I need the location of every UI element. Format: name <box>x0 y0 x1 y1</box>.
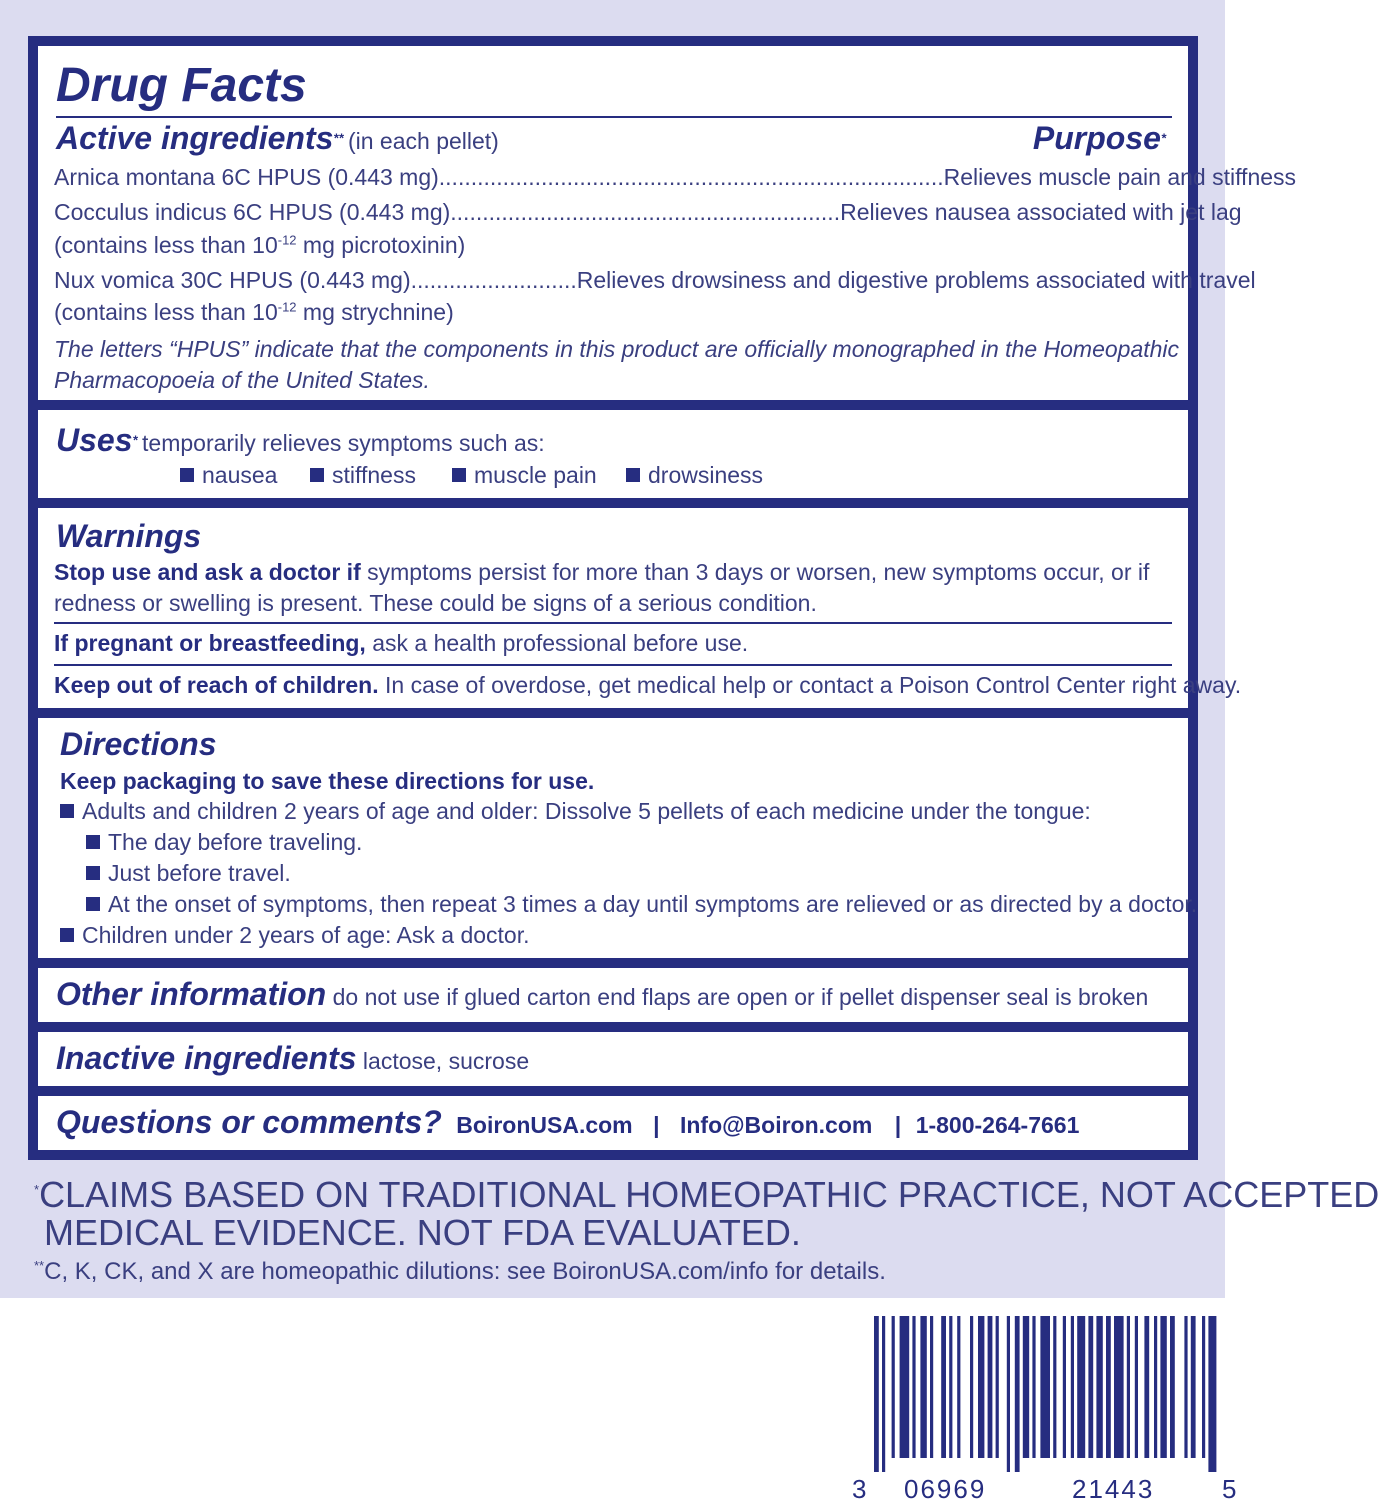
uses-section <box>38 410 1188 498</box>
uses-item-label: muscle pain <box>474 462 597 488</box>
barcode-bar <box>949 1316 952 1458</box>
note-prefix: (contains less than 10 <box>54 232 278 258</box>
bullet-square-icon <box>310 468 324 482</box>
barcode-bar <box>978 1316 984 1458</box>
barcode-bar <box>900 1316 910 1458</box>
phone-number[interactable]: 1-800-264-7661 <box>915 1112 1080 1138</box>
directions-heading: Directions <box>60 726 217 762</box>
active-heading-sup: ** <box>333 130 344 146</box>
other-information-section <box>38 968 1188 1022</box>
barcode-bar <box>1088 1316 1093 1458</box>
separator: | <box>894 1112 902 1138</box>
active-heading-note: (in each pellet) <box>347 128 499 154</box>
barcode-bar <box>970 1316 973 1458</box>
warnings-heading: Warnings <box>56 518 202 554</box>
barcode-bar <box>1135 1316 1138 1458</box>
inactive-ingredients-section <box>38 1032 1188 1086</box>
claims-footnote-line2: MEDICAL EVIDENCE. NOT FDA EVALUATED. <box>44 1212 801 1253</box>
barcode-digits-group1: 06969 <box>904 1474 987 1504</box>
ingredient-name: Nux vomica 30C HPUS (0.443 mg) <box>54 267 411 293</box>
uses-heading-row <box>56 422 545 459</box>
ingredient-leader: ............................................................................... <box>438 164 944 190</box>
directions-children-text: Children under 2 years of age: Ask a doctor. <box>82 922 530 948</box>
keep-out-bold: Keep out of reach of children. <box>54 672 379 698</box>
hpus-note-line1: The letters “HPUS” indicate that the components in this product are officially monographed in the Homeopathic <box>54 336 1180 362</box>
barcode-bar <box>1077 1316 1085 1458</box>
uses-item <box>180 462 277 489</box>
active-ingredients-heading: Active ingredients <box>56 120 334 156</box>
bullet-square-icon <box>86 835 100 849</box>
barcode-bar <box>1106 1316 1111 1458</box>
hpus-note-line2: Pharmacopoeia of the United States. <box>54 367 430 393</box>
barcode-bar <box>930 1316 933 1458</box>
barcode-bar <box>912 1316 915 1458</box>
barcode-bar <box>1015 1316 1020 1472</box>
pregnant-text: ask a health professional before use. <box>365 630 749 656</box>
other-info-heading: Other information <box>56 976 327 1012</box>
questions-section <box>38 1096 1188 1150</box>
website-link[interactable]: BoironUSA.com <box>456 1112 633 1138</box>
barcode-digits-group2: 21443 <box>1072 1474 1155 1504</box>
questions-heading: Questions or comments? <box>56 1104 442 1140</box>
ingredient-purpose: Relieves drowsiness and digestive problems associated with travel <box>576 267 1256 293</box>
uses-item-label: stiffness <box>332 462 416 488</box>
claims-text: CLAIMS BASED ON TRADITIONAL HOMEOPATHIC PRACTICE, NOT ACCEPTED <box>39 1174 1379 1215</box>
uses-item <box>452 462 597 489</box>
barcode-digit-right: 5 <box>1222 1474 1237 1504</box>
warnings-section <box>38 508 1242 708</box>
drug-facts-title: Drug Facts <box>56 59 307 112</box>
email-link[interactable]: Info@Boiron.com <box>679 1112 873 1138</box>
ingredient-name: Arnica montana 6C HPUS (0.443 mg) <box>54 164 439 190</box>
ingredient-cocculus <box>54 199 1242 226</box>
questions-row <box>56 1104 1079 1141</box>
purpose-heading-row <box>1033 120 1166 157</box>
barcode-bar <box>892 1316 895 1458</box>
uses-item-label: drowsiness <box>648 462 764 488</box>
keep-packaging: Keep packaging to save these directions for use. <box>60 768 595 794</box>
bullet-square-icon <box>60 804 74 818</box>
note-prefix: (contains less than 10 <box>54 299 278 325</box>
keep-out-line <box>54 672 1241 699</box>
barcode-icon <box>874 1316 1219 1472</box>
dilution-text: C, K, CK, and X are homeopathic dilutions: see BoironUSA.com/info for details. <box>44 1258 886 1285</box>
inactive-text: lactose, sucrose <box>356 1048 530 1074</box>
ingredient-leader: .......................... <box>410 267 577 293</box>
directions-adults <box>60 798 1091 825</box>
directions-sub-item <box>86 860 291 887</box>
uses-item <box>310 462 416 489</box>
claims-sup: * <box>34 1182 40 1197</box>
note-suffix: mg strychnine) <box>296 299 454 325</box>
barcode-bar <box>1053 1316 1056 1458</box>
barcode-bar <box>1023 1316 1029 1458</box>
active-ingredients-section <box>38 46 1297 400</box>
barcode-bar <box>1154 1316 1157 1458</box>
barcode-bar <box>1032 1316 1035 1458</box>
uses-item <box>626 462 763 489</box>
warnings-divider <box>54 622 1172 624</box>
barcode-bar <box>1184 1316 1187 1458</box>
barcode-bar <box>988 1316 993 1458</box>
bullet-square-icon <box>86 866 100 880</box>
note-sup: -12 <box>277 232 297 248</box>
ingredient-nux-vomica <box>54 267 1256 294</box>
uses-item-label: nausea <box>202 462 278 488</box>
uses-heading: Uses <box>56 422 133 458</box>
note-sup: -12 <box>277 299 297 315</box>
directions-sub-item <box>86 829 362 856</box>
other-info-text: do not use if glued carton end flaps are open or if pellet dispenser seal is broken <box>326 984 1149 1010</box>
barcode-bar <box>874 1316 879 1472</box>
bullet-square-icon <box>626 468 640 482</box>
active-heading-row <box>56 120 499 157</box>
barcode-bar <box>1144 1316 1149 1458</box>
drug-facts-panel <box>28 36 1297 1160</box>
ingredient-arnica <box>54 164 1297 191</box>
barcode-bar <box>957 1316 960 1458</box>
bullet-square-icon <box>86 897 100 911</box>
dilution-footnote <box>34 1258 886 1286</box>
pregnant-bold: If pregnant or breastfeeding, <box>54 630 366 656</box>
ingredient-note <box>54 299 454 326</box>
barcode-bar <box>1170 1316 1175 1458</box>
barcode-bar <box>1063 1316 1066 1458</box>
stop-use-bold: Stop use and ask a doctor if <box>54 559 361 585</box>
uses-text: temporarily relieves symptoms such as: <box>142 430 545 456</box>
uses-heading-sup: * <box>132 432 138 448</box>
title-divider <box>56 116 1172 118</box>
dilution-sup: ** <box>34 1258 45 1273</box>
bullet-square-icon <box>180 468 194 482</box>
barcode-bar <box>1096 1316 1102 1458</box>
directions-sub-text: At the onset of symptoms, then repeat 3 times a day until symptoms are relieved or as directed by a doctor. <box>108 891 1198 917</box>
warnings-divider <box>54 664 1172 666</box>
barcode-digit-left: 3 <box>852 1474 867 1504</box>
inactive-heading: Inactive ingredients <box>56 1040 357 1076</box>
ingredient-purpose: Relieves nausea associated with jet lag <box>840 199 1242 225</box>
purpose-heading-sup: * <box>1160 130 1166 146</box>
claims-footnote-line1 <box>34 1174 1379 1216</box>
other-info-row <box>56 976 1148 1013</box>
bullet-square-icon <box>60 928 74 942</box>
barcode-bar <box>1007 1316 1010 1472</box>
directions-sub-text: The day before traveling. <box>108 829 363 855</box>
ingredient-name: Cocculus indicus 6C HPUS (0.443 mg) <box>54 199 451 225</box>
stop-use-text: symptoms persist for more than 3 days or worsen, new symptoms occur, or if <box>360 559 1150 585</box>
inactive-row <box>56 1040 529 1077</box>
barcode-bar <box>1160 1316 1166 1458</box>
directions-children <box>60 922 530 949</box>
barcode-bar <box>882 1316 885 1472</box>
directions-adults-text: Adults and children 2 years of age and older: Dissolve 5 pellets of each medicine under the tongue: <box>82 798 1091 824</box>
purpose-heading: Purpose <box>1032 120 1161 156</box>
pregnant-line <box>54 630 748 657</box>
directions-sub-text: Just before travel. <box>108 860 291 886</box>
barcode-bar <box>1071 1316 1074 1458</box>
separator: | <box>653 1112 660 1138</box>
ingredient-leader: ............................................................. <box>450 199 841 225</box>
ingredient-note <box>54 232 465 259</box>
directions-section <box>38 718 1198 958</box>
ingredient-purpose: Relieves muscle pain and stiffness <box>943 164 1297 190</box>
bullet-square-icon <box>452 468 466 482</box>
barcode-bar <box>1127 1316 1130 1458</box>
keep-out-text: In case of overdose, get medical help or contact a Poison Control Center right away. <box>378 672 1242 698</box>
barcode-bar <box>1114 1316 1124 1458</box>
barcode-bar <box>1202 1316 1205 1458</box>
barcode-bar <box>1191 1316 1196 1458</box>
note-suffix: mg picrotoxinin) <box>296 232 466 258</box>
directions-sub-item <box>86 891 1197 918</box>
barcode-bar <box>1208 1316 1216 1472</box>
barcode-bar <box>996 1316 999 1458</box>
barcode-bar <box>941 1316 946 1458</box>
stop-use-line2: redness or swelling is present. These could be signs of a serious condition. <box>54 590 817 616</box>
barcode-bar <box>1040 1316 1050 1458</box>
barcode-bar <box>920 1316 926 1458</box>
stop-use-line1 <box>54 559 1149 586</box>
